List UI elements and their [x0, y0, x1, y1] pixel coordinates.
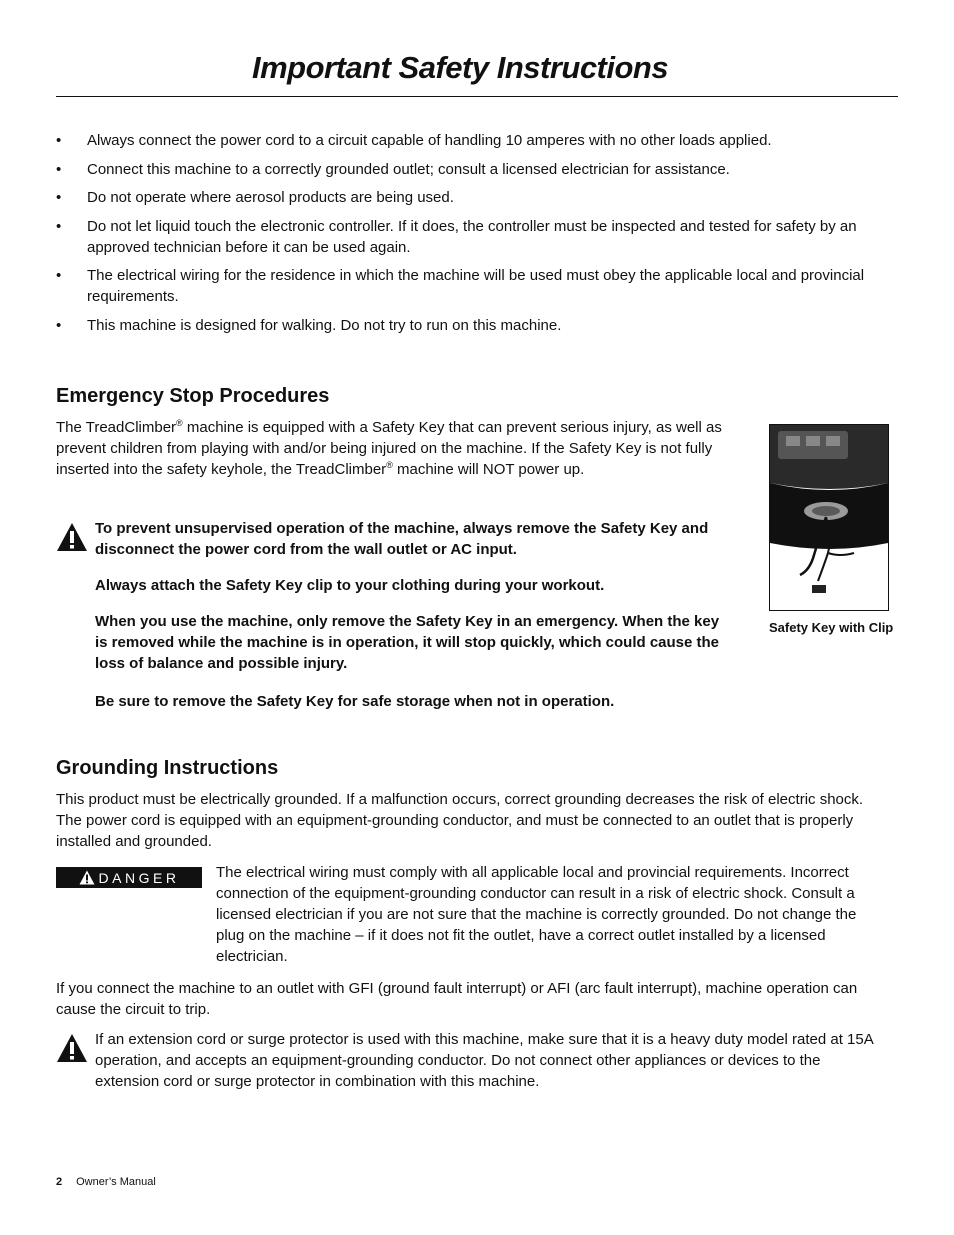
- safety-key-photo: [769, 424, 889, 611]
- bullet-text: The electrical wiring for the residence in which the machine will be used must obey the applicable local and provincial requirements.: [87, 267, 865, 305]
- bullet-glyph: •: [56, 316, 62, 334]
- footer-label: Owner’s Manual: [76, 1176, 156, 1188]
- list-item: [56, 315, 886, 336]
- bullet-text: Connect this machine to a correctly grounded outlet; consult a licensed electrician for assistance.: [87, 160, 730, 178]
- page-number: 2: [56, 1176, 63, 1188]
- bullet-text: Always connect the power cord to a circuit capable of handling 10 amperes with no other loads applied.: [87, 132, 772, 149]
- danger-badge: [56, 867, 202, 888]
- intro-text: machine is equipped with a Safety Key that can prevent serious injury, as well as prevent children from playing with and/or being injured on the machine. If the Safety Key is not fully inserted into the safety keyhole, the TreadClimber: [56, 419, 722, 478]
- list-item: [56, 216, 886, 258]
- danger-label: DANGER: [98, 869, 180, 886]
- emergency-intro: [56, 417, 726, 480]
- danger-text: The electrical wiring must comply with all applicable local and provincial requirements. Incorrect connection of the equipment-grounding conductor can result in a risk of electric shock. Consult a licensed electrician if you are not sure that the machine is correctly grounded. Do not change the plug on the machine – if it does not fit the outlet, have a correct outlet installed by a licensed electrician.: [216, 864, 857, 965]
- bullet-glyph: •: [56, 160, 62, 178]
- intro-text: machine will NOT power up.: [392, 461, 585, 478]
- page-footer: [56, 1176, 156, 1188]
- bullet-text: Do not operate where aerosol products are being used.: [87, 189, 454, 206]
- extension-cord-warning: If an extension cord or surge protector is used with this machine, make sure that it is a heavy duty model rated at 15A operation, and accepts an equipment-grounding conductor. Do not connect other appliances or devices to the extension cord or surge protector in combination with this machine.: [95, 1031, 873, 1090]
- registered-mark: ®: [176, 418, 183, 428]
- warning-icon: [56, 1033, 88, 1063]
- bullet-glyph: •: [56, 189, 62, 206]
- title-divider: [56, 96, 898, 97]
- gfi-note: If you connect the machine to an outlet with GFI (ground fault interrupt) or AFI (arc fault interrupt), machine operation can cause the circuit to trip.: [56, 980, 858, 1018]
- storage-note: Be sure to remove the Safety Key for safe storage when not in operation.: [95, 693, 615, 710]
- warning-icon: [56, 522, 88, 552]
- grounding-heading: Grounding Instructions: [56, 757, 279, 779]
- intro-text: The TreadClimber: [56, 419, 177, 436]
- list-item: [56, 130, 886, 151]
- list-item: [56, 159, 886, 180]
- bullet-text: Do not let liquid touch the electronic controller. If it does, the controller must be inspected and tested for safety by an approved technician before it can be used again.: [87, 217, 857, 256]
- warning-icon: [79, 870, 95, 885]
- emergency-heading: Emergency Stop Procedures: [56, 385, 330, 407]
- safety-key-illustration: [770, 425, 888, 610]
- list-item: [56, 265, 886, 307]
- registered-mark: ®: [386, 460, 393, 470]
- list-item: [56, 187, 886, 208]
- safety-bullet-list: [56, 130, 886, 343]
- bullet-glyph: •: [56, 132, 62, 149]
- bullet-text: This machine is designed for walking. Do not try to run on this machine.: [87, 316, 562, 334]
- page-title: Important Safety Instructions: [252, 50, 669, 85]
- bullet-glyph: •: [56, 217, 62, 235]
- bullet-glyph: •: [56, 267, 62, 284]
- grounding-intro: This product must be electrically grounded. If a malfunction occurs, correct grounding decreases the risk of electric shock. The power cord is equipped with an equipment-grounding conductor, and must be connected to an outlet that is properly installed and grounded.: [56, 791, 864, 850]
- emergency-removal-note: When you use the machine, only remove the Safety Key in an emergency. When the key is removed while the machine is in operation, it will stop quickly, which could cause the loss of balance and possible injury.: [95, 613, 720, 672]
- photo-caption: Safety Key with Clip: [769, 620, 894, 635]
- safety-key-clip-note: Always attach the Safety Key clip to your clothing during your workout.: [95, 577, 605, 594]
- safety-key-warning: To prevent unsupervised operation of the machine, always remove the Safety Key and disconnect the power cord from the wall outlet or AC input.: [95, 520, 709, 558]
